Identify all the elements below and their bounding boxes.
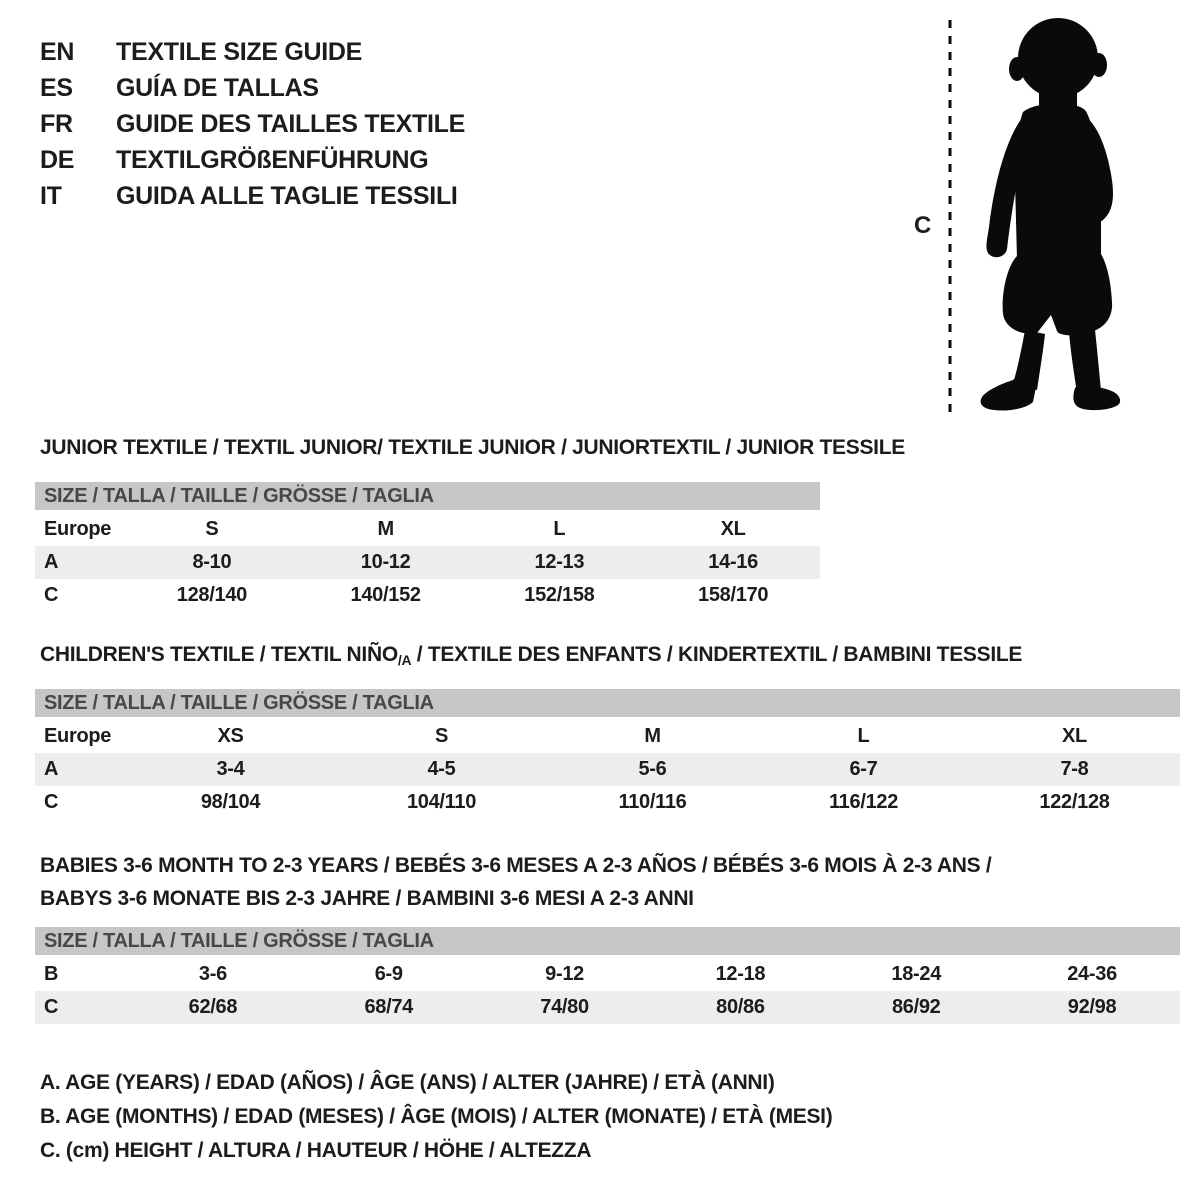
table-cell: 68/74 [364,996,414,1018]
children-size-table [35,689,1180,819]
table-cell: 6-9 [374,963,403,985]
table-cell: 158/170 [698,584,769,606]
table-cell: 7-8 [1060,758,1089,780]
language-label: GUIDA ALLE TAGLIE TESSILI [116,181,458,210]
table-cell: XL [720,518,746,540]
table-cell: 104/110 [406,791,477,813]
language-row-it [40,178,465,214]
table-cell: XS [217,725,244,747]
table-cell: 128/140 [176,584,247,606]
language-row-en [40,34,465,70]
height-measure-label: C [914,212,932,239]
row-label: A [44,758,59,780]
children-heading-sub: /A [397,652,412,668]
language-code: EN [40,37,75,66]
language-row-fr [40,106,465,142]
language-code: IT [40,181,62,210]
row-label: C [44,996,59,1018]
table-row [35,991,1180,1024]
table-cell: L [857,725,870,747]
table-cell: 110/116 [618,791,687,813]
table-row [35,513,820,546]
table-cell: 3-6 [198,963,227,985]
table-cell: 62/68 [188,996,238,1018]
table-cell: 152/158 [524,584,595,606]
legend [40,1066,832,1168]
table-cell: 116/122 [828,791,899,813]
children-table-header: SIZE / TALLA / TAILLE / GRÖSSE / TAGLIA [35,689,1180,717]
table-cell: 98/104 [200,791,261,813]
table-cell: 24-36 [1067,963,1117,985]
row-label: C [44,584,59,606]
babies-heading-line1: BABIES 3-6 MONTH TO 2-3 YEARS / BEBÉS 3-6 MESES A 2-3 AÑOS / BÉBÉS 3-6 MOIS À 2-3 ANS / [40,854,992,877]
language-label: TEXTILE SIZE GUIDE [116,37,363,66]
legend-line-b: B. AGE (MONTHS) / EDAD (MESES) / ÂGE (MOIS) / ALTER (MONATE) / ETÀ (MESI) [40,1105,833,1128]
table-cell: 8-10 [192,551,232,573]
language-label: GUIDE DES TAILLES TEXTILE [116,109,466,138]
language-label: GUÍA DE TALLAS [116,73,319,102]
table-cell: 4-5 [427,758,456,780]
children-section-heading [40,643,1022,668]
table-cell: 12-13 [534,551,585,573]
table-cell: S [434,725,449,747]
table-cell: 5-6 [638,758,667,780]
row-label: C [44,791,59,813]
babies-section-heading [40,849,991,915]
table-cell: 14-16 [708,551,758,573]
babies-table-header: SIZE / TALLA / TAILLE / GRÖSSE / TAGLIA [35,927,1180,955]
babies-heading-line2: BABYS 3-6 MONATE BIS 2-3 JAHRE / BAMBINI 3-6 MESI A 2-3 ANNI [40,887,694,910]
table-row [35,786,1180,819]
row-label: A [44,551,59,573]
row-label: Europe [44,518,112,540]
language-row-es [40,70,465,106]
table-cell: L [553,518,566,540]
table-cell: S [205,518,219,540]
table-cell: 10-12 [360,551,411,573]
table-cell: 80/86 [716,996,765,1018]
language-code: ES [40,73,73,102]
babies-size-table [35,927,1180,1024]
language-code: FR [40,109,73,138]
baby-silhouette-icon [981,18,1121,411]
legend-line-a: A. AGE (YEARS) / EDAD (AÑOS) / ÂGE (ANS) / ALTER (JAHRE) / ETÀ (ANNI) [40,1071,775,1094]
table-cell: 86/92 [891,996,941,1018]
table-row [35,579,820,612]
junior-size-table [35,482,820,612]
table-cell: 18-24 [891,963,942,985]
junior-section-heading: JUNIOR TEXTILE / TEXTIL JUNIOR/ TEXTILE JUNIOR / JUNIORTEXTIL / JUNIOR TESSILE [40,436,905,459]
table-cell: XL [1062,725,1087,747]
table-cell: 140/152 [350,584,421,606]
table-row [35,720,1180,753]
table-cell: 6-7 [849,758,878,780]
table-row [35,753,1180,786]
junior-table-header: SIZE / TALLA / TAILLE / GRÖSSE / TAGLIA [35,482,820,510]
toddler-figure [935,12,1145,422]
table-cell: 92/98 [1067,996,1117,1018]
children-heading-suffix: / TEXTILE DES ENFANTS / KINDERTEXTIL / BAMBINI TESSILE [411,643,1023,666]
language-code: DE [40,145,75,174]
legend-line-c: C. (cm) HEIGHT / ALTURA / HAUTEUR / HÖHE / ALTEZZA [40,1139,592,1162]
table-cell: 3-4 [216,758,245,780]
table-cell: 74/80 [540,996,589,1018]
language-label: TEXTILGRÖßENFÜHRUNG [116,145,429,174]
row-label: B [44,963,59,985]
table-cell: 12-18 [715,963,766,985]
table-row [35,546,820,579]
table-cell: 9-12 [545,963,584,985]
table-cell: M [644,725,661,747]
table-cell: 122/128 [1039,791,1110,813]
table-cell: M [377,518,394,540]
language-list [40,34,465,214]
row-label: Europe [44,725,112,747]
language-row-de [40,142,465,178]
table-row [35,958,1180,991]
children-heading-prefix: CHILDREN'S TEXTILE / TEXTIL NIÑO [40,643,398,666]
